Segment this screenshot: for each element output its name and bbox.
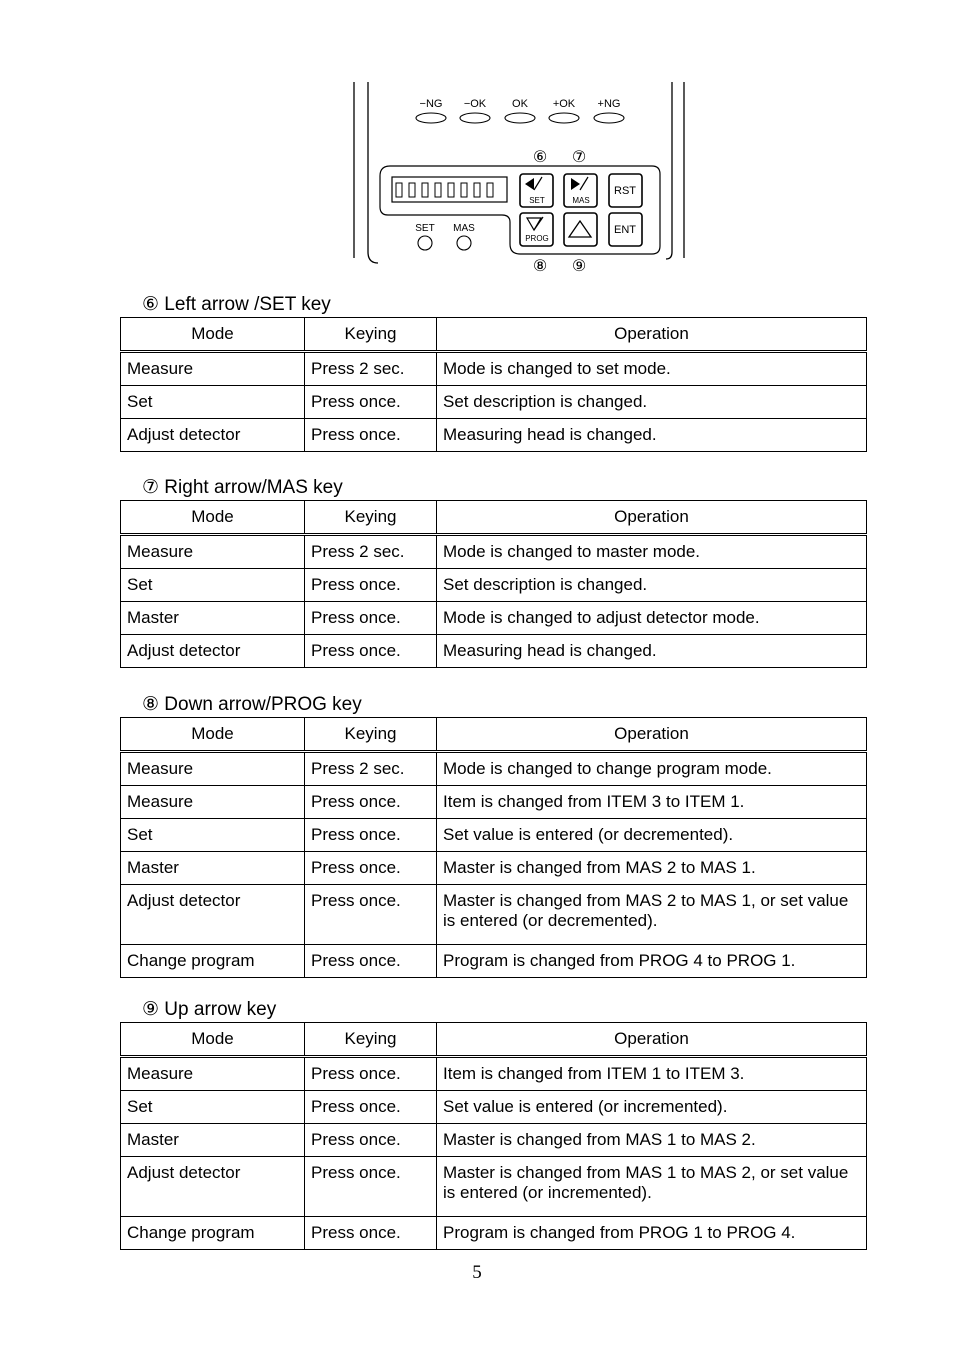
led-label-minus-ok: −OK [463, 98, 487, 110]
cell-operation: Program is changed from PROG 1 to PROG 4. [437, 1217, 867, 1250]
prog-key-caption: PROG [525, 234, 549, 243]
indicator-mas-lamp [457, 236, 471, 250]
header-keying: Keying [305, 318, 437, 352]
cell-operation: Mode is changed to adjust detector mode. [437, 602, 867, 635]
section-right-arrow-mas-key [120, 475, 866, 668]
header-row [121, 318, 867, 352]
table-row [121, 885, 867, 945]
cell-mode: Change program [121, 1217, 305, 1250]
cell-keying: Press once. [305, 1157, 437, 1217]
indicator-mas-label: MAS [453, 223, 475, 234]
cell-keying: Press once. [305, 885, 437, 945]
led-minus-ng [416, 113, 446, 123]
cell-mode: Measure [121, 535, 305, 569]
callout-9: ⑨ [571, 258, 587, 275]
table-row [121, 386, 867, 419]
table-row [121, 1091, 867, 1124]
cell-mode: Master [121, 602, 305, 635]
table-row [121, 352, 867, 386]
key-table [120, 317, 867, 452]
table-row [121, 945, 867, 978]
cell-keying: Press once. [305, 945, 437, 978]
table-row [121, 1217, 867, 1250]
callout-7: ⑦ [571, 149, 587, 166]
led-plus-ok [549, 113, 579, 123]
cell-keying: Press 2 sec. [305, 352, 437, 386]
cell-keying: Press once. [305, 1057, 437, 1091]
cell-operation: Mode is changed to set mode. [437, 352, 867, 386]
key-table [120, 500, 867, 668]
rst-key-label: RST [614, 185, 636, 197]
cell-operation: Measuring head is changed. [437, 635, 867, 668]
rst-key[interactable] [609, 174, 642, 207]
cell-mode: Adjust detector [121, 419, 305, 452]
cell-operation: Set description is changed. [437, 569, 867, 602]
header-row [121, 718, 867, 752]
section-up-arrow-key [120, 997, 866, 1250]
key-table [120, 717, 867, 978]
section-title: ⑧ Down arrow/PROG key [142, 694, 362, 715]
table-row [121, 535, 867, 569]
cell-mode: Measure [121, 786, 305, 819]
led-label-minus-ng: −NG [419, 98, 443, 110]
ent-key[interactable] [609, 213, 642, 246]
table-row [121, 1057, 867, 1091]
callout-6: ⑥ [532, 149, 548, 166]
cell-keying: Press once. [305, 602, 437, 635]
front-panel-diagram [340, 70, 700, 275]
table-row [121, 786, 867, 819]
header-mode: Mode [121, 718, 305, 752]
led-label-plus-ng: +NG [597, 98, 621, 110]
set-key-caption: SET [529, 196, 545, 205]
cell-keying: Press 2 sec. [305, 752, 437, 786]
table-row [121, 852, 867, 885]
cell-mode: Set [121, 386, 305, 419]
table-row [121, 602, 867, 635]
cell-mode: Measure [121, 1057, 305, 1091]
led-minus-ok [460, 113, 490, 123]
cell-keying: Press once. [305, 635, 437, 668]
section-left-arrow-set-key [120, 292, 866, 452]
cell-mode: Set [121, 1091, 305, 1124]
cell-operation: Item is changed from ITEM 3 to ITEM 1. [437, 786, 867, 819]
cell-mode: Adjust detector [121, 635, 305, 668]
header-mode: Mode [121, 501, 305, 535]
table-row [121, 569, 867, 602]
section-title: ⑦ Right arrow/MAS key [142, 477, 343, 498]
header-row [121, 1023, 867, 1057]
cell-keying: Press once. [305, 852, 437, 885]
cell-mode: Adjust detector [121, 1157, 305, 1217]
mas-key-caption: MAS [572, 196, 590, 205]
section-title: ⑥ Left arrow /SET key [142, 294, 331, 315]
led-label-plus-ok: +OK [552, 98, 576, 110]
cell-keying: Press once. [305, 569, 437, 602]
cell-operation: Set description is changed. [437, 386, 867, 419]
led-plus-ng [594, 113, 624, 123]
table-row [121, 419, 867, 452]
table-row [121, 1157, 867, 1217]
cell-keying: Press once. [305, 386, 437, 419]
header-operation: Operation [437, 718, 867, 752]
table-row [121, 1124, 867, 1157]
display-digits [396, 183, 493, 197]
indicator-set-label: SET [415, 223, 435, 234]
header-row [121, 501, 867, 535]
cell-keying: Press once. [305, 1091, 437, 1124]
led-ok [505, 113, 535, 123]
cell-operation: Measuring head is changed. [437, 419, 867, 452]
key-table [120, 1022, 867, 1250]
ent-key-label: ENT [614, 224, 636, 236]
cell-mode: Master [121, 1124, 305, 1157]
header-operation: Operation [437, 501, 867, 535]
cell-operation: Item is changed from ITEM 1 to ITEM 3. [437, 1057, 867, 1091]
section-down-arrow-prog-key [120, 692, 866, 978]
header-mode: Mode [121, 318, 305, 352]
cell-mode: Measure [121, 752, 305, 786]
cell-mode: Set [121, 819, 305, 852]
up-key[interactable] [564, 213, 597, 246]
cell-mode: Change program [121, 945, 305, 978]
cell-keying: Press once. [305, 419, 437, 452]
callout-8: ⑧ [532, 258, 548, 275]
cell-mode: Adjust detector [121, 885, 305, 945]
led-label-ok: OK [512, 98, 528, 110]
mas-key[interactable] [564, 174, 597, 207]
table-row [121, 635, 867, 668]
cell-operation: Master is changed from MAS 1 to MAS 2. [437, 1124, 867, 1157]
header-keying: Keying [305, 1023, 437, 1057]
cell-mode: Master [121, 852, 305, 885]
cell-keying: Press once. [305, 1217, 437, 1250]
header-operation: Operation [437, 318, 867, 352]
prog-key[interactable] [520, 213, 553, 246]
cell-operation: Program is changed from PROG 4 to PROG 1. [437, 945, 867, 978]
header-keying: Keying [305, 718, 437, 752]
cell-keying: Press once. [305, 819, 437, 852]
header-mode: Mode [121, 1023, 305, 1057]
table-row [121, 752, 867, 786]
cell-operation: Master is changed from MAS 2 to MAS 1. [437, 852, 867, 885]
cell-keying: Press once. [305, 1124, 437, 1157]
cell-keying: Press once. [305, 786, 437, 819]
indicator-set-lamp [418, 236, 432, 250]
section-title: ⑨ Up arrow key [142, 999, 277, 1020]
cell-operation: Set value is entered (or decremented). [437, 819, 867, 852]
page-number: 5 [472, 1262, 482, 1283]
cell-operation: Master is changed from MAS 2 to MAS 1, or set value is entered (or decremented). [437, 885, 867, 945]
cell-operation: Set value is entered (or incremented). [437, 1091, 867, 1124]
header-keying: Keying [305, 501, 437, 535]
cell-operation: Mode is changed to change program mode. [437, 752, 867, 786]
set-key[interactable] [520, 174, 553, 207]
cell-operation: Master is changed from MAS 1 to MAS 2, or set value is entered (or incremented). [437, 1157, 867, 1217]
header-operation: Operation [437, 1023, 867, 1057]
cell-operation: Mode is changed to master mode. [437, 535, 867, 569]
cell-keying: Press 2 sec. [305, 535, 437, 569]
cell-mode: Set [121, 569, 305, 602]
cell-mode: Measure [121, 352, 305, 386]
table-row [121, 819, 867, 852]
